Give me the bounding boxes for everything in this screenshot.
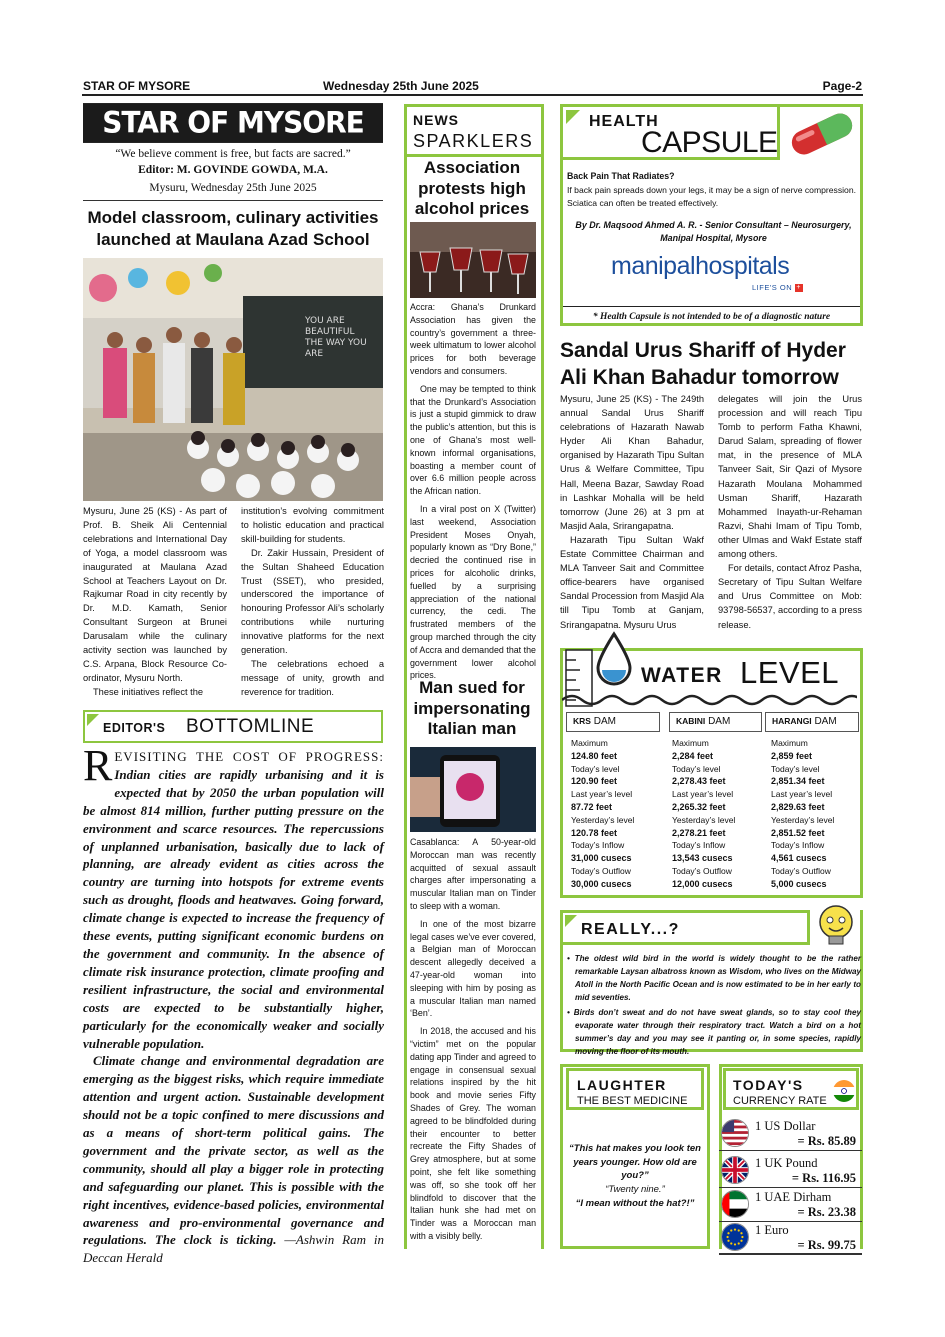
level-label: LEVEL [740, 655, 840, 690]
lightbulb-icon [812, 902, 860, 950]
stat-value: 12,000 cusecs [672, 878, 733, 889]
stat-value: 2,851.52 feet [771, 827, 825, 838]
us-flag-icon [721, 1119, 749, 1147]
model-class-headline: Model classroom, culinary activities launched at Maulana Azad School [87, 208, 379, 249]
masthead-logo: STAR OF MYSORE [83, 103, 383, 143]
uae-flag-icon [721, 1190, 749, 1218]
stat-value: 120.78 feet [571, 827, 618, 838]
dam-label: DAM [593, 716, 616, 727]
stat-value: 2,265.32 feet [672, 801, 726, 812]
alcohol-story-body [410, 301, 536, 682]
currency-value: = Rs. 23.38 [797, 1205, 856, 1219]
currency-row-aed [719, 1188, 862, 1222]
bottomline-label: BOTTOMLINE [186, 716, 315, 737]
currency-value: = Rs. 116.95 [791, 1171, 856, 1185]
stat-value: 30,000 cusecs [571, 878, 632, 889]
capsule-label: CAPSULE [641, 126, 778, 159]
model-class-col1 [83, 505, 227, 700]
stat-label: Today’s Outflow [571, 865, 631, 876]
manipal-logo-b: hospitals [695, 252, 790, 280]
stat-label: Yesterday’s level [672, 814, 736, 825]
health-byline: By Dr. Maqsood Ahmed A. R. - Senior Consultant – Neurosurgery, Manipal Hospital, Mysore [575, 220, 852, 243]
stat-label: Today’s Inflow [672, 840, 726, 851]
laughter-label: LAUGHTER [577, 1077, 667, 1093]
stat-value: 2,859 feet [771, 750, 813, 761]
header-rule [82, 94, 863, 96]
masthead-dateline: Mysuru, Wednesday 25th June 2025 [149, 182, 317, 194]
model-class-para: The celebrations echoed a message of unity, growth and reverence for tradition. [241, 658, 384, 697]
italian-para: In 2018, the accused and his “victim” met on the popular dating app Tinder and agreed to engage in consensual sexual relations inspired by the hit book and movie series Fifty Shades of Grey. The woman agreed to be blindfolded during their encounter to better recreate the Fifty Shades of Grey atmosphere, but at some point, she felt like something was off, so she took off her blindfold to discover that the Italian hunk she had met on Tinder was a Moroccan man with a visibly belly. [410, 1026, 536, 1241]
harangi-name: HARANGI [772, 716, 812, 726]
editorial-credit: —Ashwin Ram in Deccan Herald [83, 1232, 384, 1266]
currency-row-gbp [719, 1154, 862, 1188]
really-header [560, 910, 810, 945]
stat-value: 2,278.43 feet [672, 776, 726, 787]
health-title: Back Pain That Radiates? [567, 171, 675, 181]
italian-headline: Man sued for impersonating Italian man [413, 678, 531, 738]
wine-glasses-photo [410, 222, 536, 298]
currency-name: 1 Euro [755, 1223, 789, 1237]
krs-name: KRS [573, 716, 591, 726]
editors-bottomline-header [83, 710, 383, 743]
sparklers-label: SPARKLERS [413, 131, 534, 151]
stat-label: Today’s Inflow [771, 840, 825, 851]
eu-flag-icon [721, 1223, 749, 1251]
health-body: If back pain spreads down your legs, it may be a sign of nerve compression. Sciatica can often be treated effectively. [567, 185, 856, 208]
kabini-dam-stats [672, 737, 766, 891]
corner-arrow-icon [87, 714, 99, 726]
stat-value: 120.90 feet [571, 776, 618, 787]
model-class-para: Mysuru, June 25 (KS) - As part of Prof. B. Sheik Ali Centennial celebrations and International Day of Yoga, a model classroom was inaugurated at Maulana Azad School at Teachers Layout on Dr. Rajkumar Road in city recently by Dr. M.D. Kamath, Senior Consultant Surgeon at Brunei Darusalam while the culinary activity section was launched by C.S. Arpana, Block Resource Co-ordinator, Mysuru North. [83, 506, 227, 683]
alcohol-para: Accra: Ghana’s Drunkard Association has given the country’s government a three-week ultimatum to lower alcohol prices for both beverage vendors and consumers. [410, 302, 536, 376]
editorial-lead: EVISITING THE COST OF PROGRESS: [114, 749, 384, 764]
italian-story-body [410, 836, 536, 1243]
school-event-photo [83, 258, 383, 501]
model-class-para: institution’s evolving commitment to holistic education and practical skill-building for students. [241, 506, 384, 544]
stat-value: 124.80 feet [571, 750, 618, 761]
urus-para: Mysuru, June 25 (KS) - The 249th annual Sandal Urus Shariff celebrations of Hazarath Nawab Hyder Ali Khan Bahadur, organised by Hazarath Tipu Sultan Urus & Welfare Committee, Tipu Hall, Meena Bazar, Sawday Road in Lashkar Mohalla will be held tomorrow (June 26) at 3 pm at Masjid Aala, Srirangapatna. [560, 394, 704, 531]
really-item-text: Birds don’t sweat and do not have sweat glands, so to stay cool they evaporate water through their respiratory tract. Watch a bird on a hot summer’s day and you may see it panting or, in some species, rapidly moving the floor of its mouth. [573, 1008, 861, 1056]
header-date: Wednesday 25th June 2025 [323, 79, 479, 93]
dam-label: DAM [814, 716, 837, 727]
manipal-logo [611, 252, 789, 281]
alcohol-para: In a viral post on X (Twitter) last weekend, Association President Moses Onyah, popularly known as “Dry Bone,” decried the continued rise in prices for alcoholic drinks, fuelled by a surprising appreciation of the national currency, the cedi. The frustrated members of the group marched through the city of Accra and demanded that the government lower alcohol prices. [410, 503, 536, 681]
stat-value: 31,000 cusecs [571, 853, 632, 864]
stat-label: Today’s Outflow [672, 865, 732, 876]
corner-arrow-icon [565, 915, 577, 927]
health-divider [563, 306, 860, 307]
currency-row-eur [719, 1221, 862, 1255]
todays-label: TODAY'S [733, 1077, 804, 1093]
really-item-text: The oldest wild bird in the world is widely thought to be the rather remarkable Laysan albatross known as Wisdom, who lives on the Midway Atoll in the North Pacific Ocean and is now estimated to be in her early to mid seventies. [574, 954, 861, 1002]
currency-row-usd [719, 1117, 862, 1151]
stat-label: Last year’s level [672, 789, 734, 800]
health-label: HEALTH [589, 113, 659, 130]
stat-value: 87.72 feet [571, 801, 613, 812]
really-label: REALLY...? [581, 921, 680, 938]
header-page-number: Page-2 [822, 79, 862, 93]
stat-label: Last year’s level [771, 789, 833, 800]
urus-para: Hazarath Tipu Sultan Wakf Estate Committee Chairman and MLA Tanveer Sait and Committee office-bearers have organised Sandal Procession from Masjid Ala till Tipu Tomb at Ganjam, Srirangapatna. Mysuru Urus [560, 534, 704, 630]
currency-rate-label: CURRENCY RATE [733, 1095, 827, 1107]
stat-value: 13,543 cusecs [672, 853, 733, 864]
currency-name: 1 UAE Dirham [755, 1190, 832, 1204]
manipal-logo-a: manipal [611, 252, 696, 280]
currency-name: 1 US Dollar [755, 1119, 816, 1133]
really-item: • The oldest wild bird in the world is widely thought to be the rather remarkable Laysan albatross known as Wisdom, who lives on the Midway Atoll in the North Pacific Ocean and is now estimated to be in her early to mid seventies. [567, 954, 861, 1002]
manipal-tagline [752, 283, 803, 292]
stat-label: Maximum [771, 738, 808, 748]
stat-label: Yesterday’s level [771, 814, 835, 825]
stat-label: Today’s level [672, 763, 721, 774]
laughter-header [566, 1068, 704, 1110]
stat-value: 4,561 cusecs [771, 853, 827, 864]
stat-value: 2,851.34 feet [771, 776, 825, 787]
health-capsule-header [560, 104, 780, 160]
corner-arrow-icon [566, 110, 580, 124]
water-wave-icon [562, 692, 857, 706]
joke-line-2: “Twenty nine.” [605, 1184, 665, 1195]
editorial-dropcap: R [83, 741, 113, 790]
krs-dam-stats [571, 737, 667, 891]
model-class-para: These initiatives reflect the [93, 686, 204, 697]
stat-value: 2,278.21 feet [672, 827, 726, 838]
editors-label: EDITOR'S [103, 721, 166, 735]
kabini-name: KABINI [676, 716, 706, 726]
masthead-motto: “We believe comment is free, but facts are sacred.” [115, 148, 351, 160]
dam-label: DAM [708, 716, 731, 727]
stat-value: 2,829.63 feet [771, 801, 825, 812]
chalkboard-text: YOU ARE BEAUTIFUL THE WAY YOU ARE [305, 316, 367, 359]
dating-app-photo [410, 747, 536, 832]
italian-para: Casablanca: A 50-year-old Moroccan man was recently acquitted of sexual assault charges after impersonating a muscular Italian man on Tinder to sleep with a woman. [410, 837, 536, 911]
stat-label: Today’s level [771, 763, 820, 774]
editorial-para: Indian cities are rapidly urbanising and it is expected that by 2050 the urban population will be almost 814 million, further putting pressure on the environment and scarce resources. The repercussions of unplanned urbanisation, basically due to lack of planning, are already evident as cities across the country are turning into hotspots for extreme events such as drought, floods and heatwaves. Going forward, climate change is expected to increase the frequency of these events, putting significant economic burdens on the government and community. In the absence of climate risk insurance protection, climate proofing and resilient infrastructure, the social and environmental costs are expected to be substantially higher, particularly for the economically weaker and socially vulnerable population. [83, 766, 384, 1051]
really-item: • Birds don’t sweat and do not have sweat glands, so to stay cool they evaporate water through their respiratory tract. Watch a bird on a hot summer’s day and you may see it panting or, in some species, rapidly moving the floor of its mouth. [567, 1008, 861, 1056]
stat-label: Yesterday’s level [571, 814, 635, 825]
stat-label: Maximum [672, 738, 709, 748]
urus-para: For details, contact Afroz Pasha, Secretary of Tipu Sultan Welfare and Urus Committee on Mob: 93798-56537, according to a press release. [718, 563, 862, 630]
editorial-body [83, 741, 384, 1267]
italian-para: In one of the most bizarre legal cases we’ve ever covered, a Belgian man of Moroccan descent allegedly deceived a 47-year-old woman into sleeping with him by posing as a muscular Italian man named ‘Ben’. [410, 918, 536, 1019]
urus-headline: Sandal Urus Shariff of Hyder Ali Khan Bahadur tomorrow [560, 339, 846, 389]
editorial-para: Climate change and environmental degradation are emerging as the biggest risks, which require immediate attention and urgent action. Sustainable development should not be a topic confined to mere discussions and as a means of short-term political gains. The government and the private sector, as well as the community, should all play a bigger role in protecting and safeguarding our planet. This is possible with the right incentives, evidence-based policies, environmental awareness and pro-environmental governance and regulations. The clock is ticking. [83, 1053, 384, 1248]
currency-header [723, 1068, 859, 1110]
stat-label: Today’s Outflow [771, 865, 831, 876]
alcohol-headline: Association protests high alcohol prices [414, 158, 530, 218]
masthead-rule [83, 200, 383, 201]
currency-name: 1 UK Pound [755, 1156, 818, 1170]
stat-label: Maximum [571, 738, 608, 748]
news-label: NEWS [413, 112, 459, 128]
joke-line-3: “I mean without the hat?!” [575, 1198, 695, 1209]
kabini-dam-header [669, 712, 762, 732]
krs-dam-header [566, 712, 660, 732]
stat-label: Last year’s level [571, 789, 633, 800]
really-list [565, 952, 861, 1058]
urus-col1 [560, 392, 704, 632]
alcohol-para: One may be tempted to think that the Drunkard’s Association is just a stupid gimmick to draw the public’s attention, but this is one of Ghana’s most well-known informal organisations, boasting a member count of over 6.6 million people across the African nation. [410, 383, 536, 497]
joke-line-1: “This hat makes you look ten years younger. How old are you?” [569, 1143, 701, 1181]
capsule-pill-icon [782, 108, 862, 160]
currency-value: = Rs. 99.75 [797, 1238, 856, 1252]
news-sparklers-header [404, 104, 544, 157]
urus-col2 [718, 392, 862, 632]
manipal-tag-text: LIFE'S ON [752, 283, 793, 292]
stat-label: Today’s level [571, 763, 620, 774]
india-flag-icon [832, 1079, 856, 1103]
masthead-editor: Editor: M. GOVINDE GOWDA, M.A. [138, 164, 328, 176]
model-class-para: Dr. Zakir Hussain, President of the Sultan Shaheed Education Trust (SSET), who presided, underscored the importance of honouring Professor Ali’s scholarly contributions while nurturing innovative platforms for the next generation. [241, 547, 384, 656]
harangi-dam-header [765, 712, 859, 732]
urus-para: delegates will join the Urus procession and will reach Tipu Tomb to perform Fatha Khawni, Darud Salam, spreading of flower mat, in the presence of MLA Tanveer Sait, Sir Qazi of Mysore Hazarath Moulana Mohammed Usman Shariff, Hazarath Mohammed Inayath-ur-Rehaman Razvi, Shahi Imam of Tipu Tomb, other Ulmas and Wakf Estate staff among others. [718, 394, 862, 560]
stat-value: 5,000 cusecs [771, 878, 827, 889]
best-medicine-label: THE BEST MEDICINE [577, 1095, 688, 1107]
currency-value: = Rs. 85.89 [797, 1134, 856, 1148]
health-disclaimer: * Health Capsule is not intended to be of a diagnostic nature [592, 312, 831, 322]
plus-icon: + [796, 284, 801, 292]
stat-value: 2,284 feet [672, 750, 714, 761]
uk-flag-icon [721, 1156, 749, 1184]
model-class-col2 [241, 505, 384, 700]
stat-label: Today’s Inflow [571, 840, 625, 851]
water-label: WATER [641, 664, 723, 687]
harangi-dam-stats [771, 737, 861, 891]
header-paper-name: STAR OF MYSORE [83, 79, 191, 93]
